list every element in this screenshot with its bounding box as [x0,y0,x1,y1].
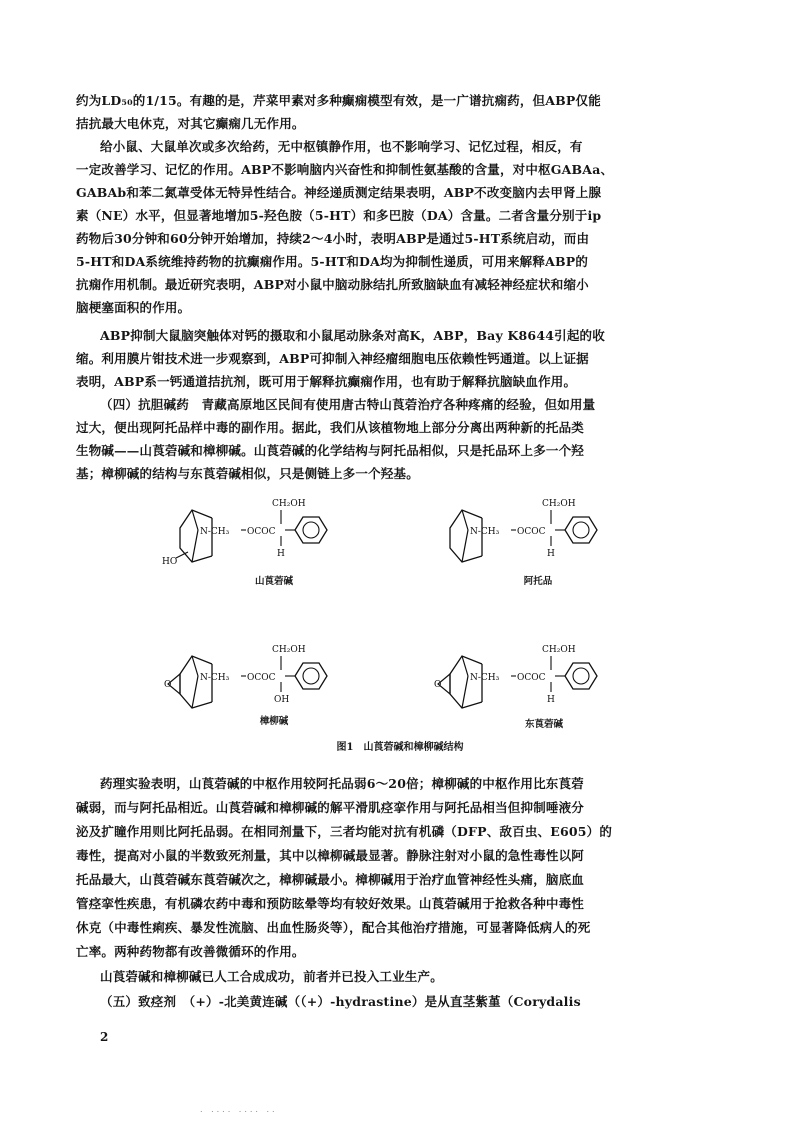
text-line: 托品最大，山莨菪碱东莨菪碱次之，樟柳碱最小。樟柳碱用于治疗血管神经性头痛，脑底血 [76,872,585,887]
text-line: 毒性，提高对小鼠的半数致死剂量，其中以樟柳碱最显著。静脉注射对小鼠的急性毒性以阿 [76,848,585,863]
nch3-label: N-CH₃ [200,673,230,683]
ococ-label: OCOC [517,527,546,537]
ococ-label: OCOC [247,527,276,537]
text-line: 过大，便出现阿托品样中毒的副作用。据此，我们从该植物地上部分分离出两种新的托品类 [76,420,585,435]
text-line: 基；樟柳碱的结构与东莨菪碱相似，只是侧链上多一个羟基。 [76,466,419,481]
text-line: 拮抗最大电休克，对其它癫痫几无作用。 [76,116,305,131]
epoxide-o-label: O [434,680,442,690]
text-line: 生物碱——山莨菪碱和樟柳碱。山莨菪碱的化学结构与阿托品相似，只是托品环上多一个羟 [76,443,585,458]
ch2oh-label: CH₂OH [272,645,306,655]
text-line: 休克（中毒性痢疾、暴发性流脑、出血性肠炎等），配合其他治疗措施，可显著降低病人的死 [76,920,591,935]
oh-label: OH [274,695,290,705]
label-atropine: 阿托品 [523,576,553,587]
ococ-label: OCOC [247,673,276,683]
structure-anisodine [150,636,380,718]
text-line: 给小鼠、大鼠单次或多次给药，无中枢镇静作用，也不影响学习、记忆过程，相反，有 [100,139,583,154]
text-line: 亡率。两种药物都有改善微循环的作用。 [76,944,305,959]
text-line: 抗痫作用机制。最近研究表明，ABP对小鼠中脑动脉结扎所致脑缺血有减轻神经症状和缩小 [76,277,589,292]
h-label: H [547,549,555,559]
ch2oh-label: CH₂OH [542,645,576,655]
text-line: 缩。利用膜片钳技术进一步观察到，ABP可抑制入神经瘤细胞电压依赖性钙通道。以上证据 [76,351,589,366]
text-line: 碱弱，而与阿托品相近。山莨菪碱和樟柳碱的解平滑肌痉挛作用与阿托品相当但抑制唾液分 [76,800,585,815]
ococ-label: OCOC [517,673,546,683]
text-line: （四）抗胆碱药 青藏高原地区民间有使用唐古特山莨菪治疗各种疼痛的经验，但如用量 [100,397,596,412]
nch3-label: N-CH₃ [200,527,230,537]
h-label: H [277,549,285,559]
text-line: 泌及扩瞳作用则比阿托品弱。在相同剂量下，三者均能对抗有机磷（DFP、敌百虫、E605）的 [76,824,613,839]
ch2oh-label: CH₂OH [272,499,306,509]
structure-scopolamine [420,636,650,718]
text-line: 5-HT和DA系统维持药物的抗癫痫作用。5-HT和DA均为抑制性递质，可用来解释ABP的 [76,254,589,269]
text-line: GABAb和苯二氮䓬受体无特异性结合。神经递质测定结果表明，ABP不改变脑内去甲肾上腺 [76,185,602,200]
nch3-label: N-CH₃ [470,527,500,537]
nch3-label: N-CH₃ [470,673,500,683]
figure-caption: 图1 山莨菪碱和樟柳碱结构 [336,742,464,753]
text-line: 管痉挛性疾患，有机磷农药中毒和预防眩晕等均有较好效果。山莨菪碱用于抢救各种中毒性 [76,896,585,911]
structure-anisodamine [150,490,380,572]
ho-label: HO [162,557,178,567]
text-line: ABP抑制大鼠脑突触体对钙的摄取和小鼠尾动脉条对高K，ABP，Bay K8644引起的收 [100,328,605,343]
text-line: （五）致痉剂 （+）-北美黄连碱（（+）-hydrastine）是从直茎紫堇（Corydalis [100,994,581,1009]
text-line: 约为LD₅₀的1/15。有趣的是，芹菜甲素对多种癫痫模型有效，是一广谱抗痫药，但ABP仅能 [76,93,601,108]
label-anisodamine: 山莨菪碱 [254,576,293,587]
label-scopolamine: 东莨菪碱 [524,719,563,730]
text-line: 一定改善学习、记忆的作用。ABP不影响脑内兴奋性和抑制性氨基酸的含量，对中枢GABAa、 [76,162,614,177]
text-line: 素（NE）水平，但显著地增加5-羟色胺（5-HT）和多巴胺（DA）含量。二者含量分别于ip [76,208,602,223]
text-line: 脑梗塞面积的作用。 [76,300,191,315]
page-number: 2 [100,1030,109,1044]
footer-noise: . .... .... .. [200,1105,278,1114]
text-line: 药理实验表明，山莨菪碱的中枢作用较阿托品弱6～20倍；樟柳碱的中枢作用比东莨菪 [100,776,584,791]
label-anisodine: 樟柳碱 [259,716,289,727]
text-line: 药物后30分钟和60分钟开始增加，持续2～4小时，表明ABP是通过5-HT系统启动，而由 [76,231,590,246]
text-line: 表明，ABP系一钙通道拮抗剂，既可用于解释抗癫痫作用，也有助于解释抗脑缺血作用。 [76,374,577,389]
text-line: 山莨菪碱和樟柳碱已人工合成成功，前者并已投入工业生产。 [100,969,443,984]
h-label: H [547,695,555,705]
epoxide-o-label: O [164,680,172,690]
ch2oh-label: CH₂OH [542,499,576,509]
structure-atropine [420,490,650,572]
